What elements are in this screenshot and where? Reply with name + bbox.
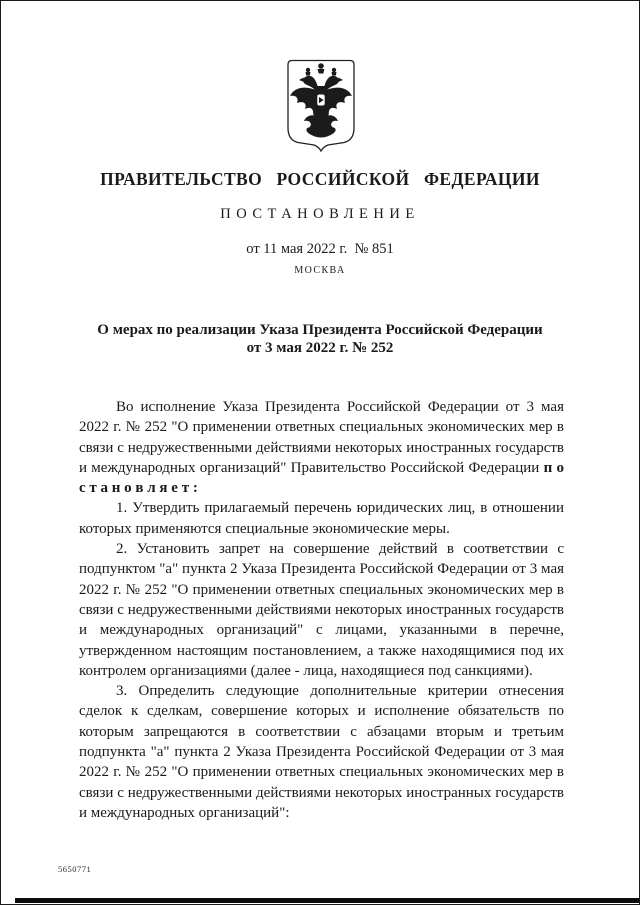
authority-name: ПРАВИТЕЛЬСТВО РОССИЙСКОЙ ФЕДЕРАЦИИ	[100, 169, 540, 189]
decree-item-1: 1. Утвердить прилагаемый перечень юридических лиц, в отношении которых применяются специальные экономические меры.	[79, 500, 564, 537]
decree-verb: п о с т а н о в л я е т :	[79, 459, 564, 497]
document-title-line1: О мерах по реализации Указа Президента Российской Федерации	[97, 322, 543, 338]
preamble-text: Во исполнение Указа Президента Российской Федерации от 3 мая 2022 г. № 252 "О применении ответных специальных экономических мер в связи с недружественными действиями некоторых иностранных государств и международных организаций" Правительство Российской Федерации	[79, 399, 564, 476]
document-type: ПОСТАНОВЛЕНИЕ	[220, 206, 420, 222]
date-number-line: от 11 мая 2022 г. № 851	[246, 241, 394, 257]
decree-item-3: 3. Определить следующие дополнительные критерии отнесения сделок к сделкам, совершение которых и исполнение обязательств по которым запрещаются в соответствии с абзацами вторым и третьим подпункта "а" пункта 2 Указа Президента Российской Федерации от 3 мая 2022 г. № 252 "О применении ответных специальных экономических мер в связи с недружественными действиями некоторых иностранных государств и международных организаций":	[79, 683, 564, 821]
document-title-line2: от 3 мая 2022 г. № 252	[246, 339, 394, 356]
scan-edge-bar	[15, 898, 639, 904]
preamble-paragraph	[79, 397, 564, 498]
russian-coat-of-arms-icon	[284, 58, 358, 152]
document-body	[79, 397, 564, 823]
blank-order-number: 5650771	[58, 864, 92, 874]
city-label: МОСКВА	[294, 265, 346, 276]
decree-item-2: 2. Установить запрет на совершение действий в соответствии с подпунктом "а" пункта 2 Указа Президента Российской Федерации от 3 мая 2022 г. № 252 "О применении ответных специальных экономических мер в связи с недружественными действиями некоторых иностранных государств и международных организаций" с лицами, указанными в перечне, утвержденном настоящим постановлением, а также находящимися под их контролем организациями (далее - лица, находящиеся под санкциями).	[79, 541, 564, 679]
document-title	[1, 322, 639, 357]
